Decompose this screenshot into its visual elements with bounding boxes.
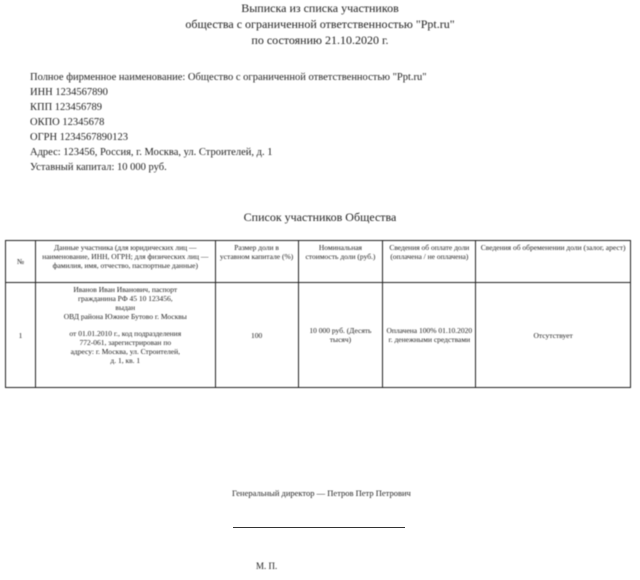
participant-line: адресу: г. Москва, ул. Строителей, <box>70 347 180 356</box>
section-title: Список участников Общества <box>243 210 397 224</box>
doc-title-date: по состоянию 21.10.2020 г. <box>251 33 389 47</box>
participant-line: от 01.01.2010 г., код подразделения <box>69 329 182 338</box>
header-payment: Сведения об оплате доли (оплачена / не оплачена) <box>383 241 476 283</box>
company-inn: ИНН 1234567890 <box>30 87 108 98</box>
members-table <box>5 240 631 388</box>
header-share: Размер доли в уставном капитале (%) <box>215 241 298 283</box>
doc-title-line-2: общества с ограниченной ответственностью "Ppt.ru" <box>185 17 455 31</box>
payment-info: Оплачена 100% 01.10.2020 г. денежными средствами <box>383 283 476 388</box>
participant-details <box>35 283 215 388</box>
signature-underline <box>233 527 405 528</box>
company-capital: Уставный капитал: 10 000 руб. <box>30 162 167 173</box>
participant-line: Иванов Иван Иванович, паспорт <box>73 285 178 294</box>
header-nominal: Номинальная стоимость доли (руб.) <box>298 241 383 283</box>
company-okpo: ОКПО 12345678 <box>30 117 105 128</box>
signature-line-label: Генеральный директор — Петров Петр Петрович <box>232 488 411 498</box>
doc-title-line-1: Выписка из списка участников <box>241 1 399 15</box>
company-address: Адрес: 123456, Россия, г. Москва, ул. Строителей, д. 1 <box>30 147 273 158</box>
stamp-mark: М. П. <box>256 561 278 571</box>
participant-line: д. 1, кв. 1 <box>110 356 141 365</box>
table-row <box>6 283 631 388</box>
company-ogrn: ОГРН 1234567890123 <box>30 132 128 143</box>
row-number: 1 <box>6 283 36 388</box>
company-kpp: КПП 123456789 <box>30 102 103 113</box>
participant-line: ОВД района Южное Бутово г. Москвы <box>63 312 187 321</box>
participant-line: выдан <box>115 303 136 312</box>
company-full-name: Полное фирменное наименование: Общество с ограниченной ответственностью "Ppt.ru" <box>30 72 427 83</box>
header-number: № <box>6 241 36 283</box>
share-percent: 100 <box>215 283 298 388</box>
header-encumbrance: Сведения об обременении доли (залог, арест) <box>476 241 631 283</box>
encumbrance-info: Отсутствует <box>476 283 631 388</box>
nominal-value: 10 000 руб. (Десять тысяч) <box>298 283 383 388</box>
table-header-row <box>6 241 631 283</box>
participant-line: 772-061, зарегистрирован по <box>79 338 172 347</box>
header-participant: Данные участника (для юридических лиц — наименование, ИНН, ОГРН; для физических лиц — фамилия, имя, отчество, паспортные данные) <box>35 241 215 283</box>
participant-line: гражданина РФ 45 10 123456, <box>77 294 173 303</box>
